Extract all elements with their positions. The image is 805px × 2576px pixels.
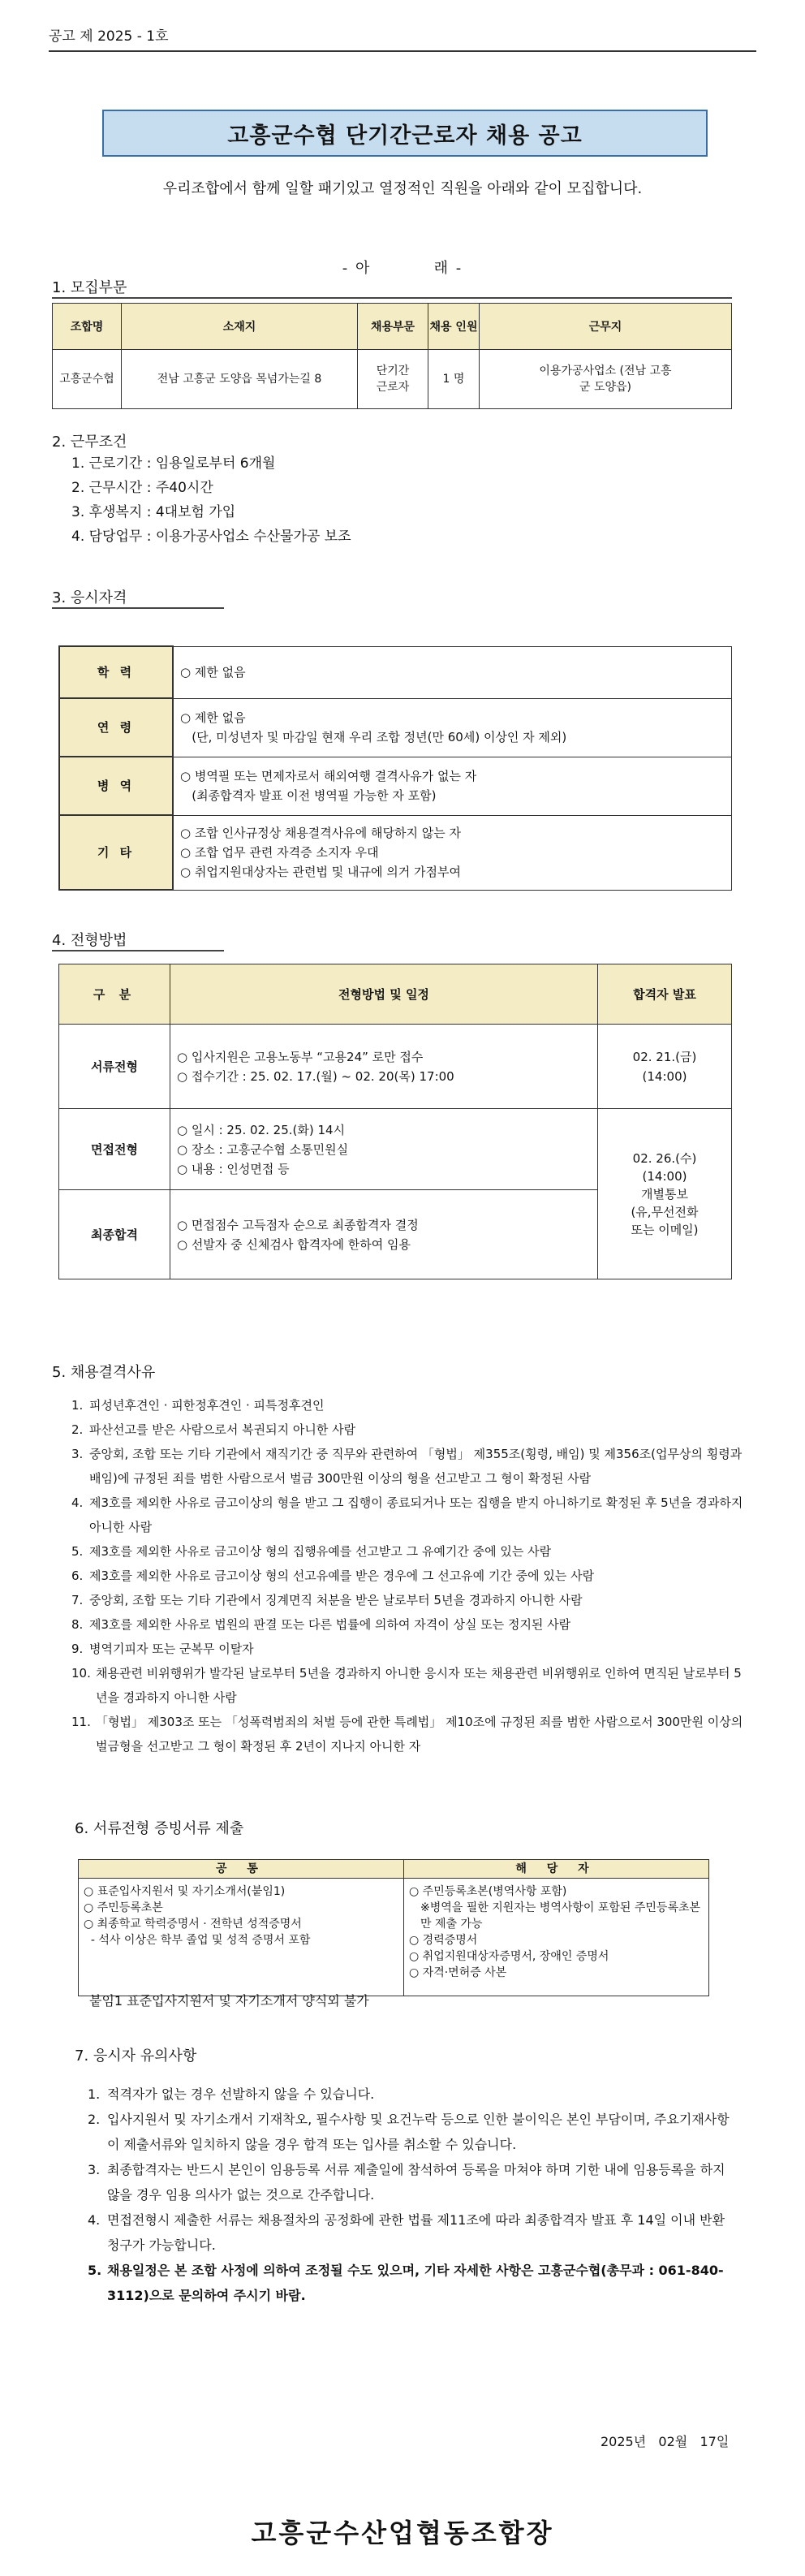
doc-item: - 석사 이상은 학부 졸업 및 성적 증명서 포함	[84, 1934, 311, 1947]
disqualification-item: 8. 제3호를 제외한 사유로 법원의 판결 또는 다른 법률에 의하여 자격이 상실 또는 정지된 사람	[71, 1617, 571, 1632]
doc-item: ○ 취업지원대상자증명서, 장애인 증명서	[409, 1950, 609, 1963]
qual-line: ○ 병역필 또는 면제자로서 해외여행 결격사유가 없는 자	[180, 769, 477, 783]
work-condition-item: 2. 근무시간 : 주40시간	[71, 480, 213, 496]
note-item: 4. 면접전형시 제출한 서류는 채용절차의 공정화에 관한 법률 제11조에 따라 최종합격자 발표 후 14일 이내 반환 청구가 가능합니다.	[88, 2212, 725, 2253]
result-line: (유,무선전화	[631, 1204, 699, 1219]
documents-table	[78, 1859, 709, 1996]
disqualification-item: 7. 중앙회, 조합 또는 기타 기관에서 징계면직 처분을 받은 날로부터 5년을 경과하지 아니한 사람	[71, 1593, 583, 1607]
section3-heading: 3. 응시자격	[52, 589, 127, 606]
qual-label-other: 기 타	[59, 815, 173, 890]
disqualification-item: 6. 제3호를 제외한 사유로 금고이상 형의 선고유예를 받은 경우에 그 선고유예 기간 중에 있는 사람	[71, 1568, 595, 1583]
qual-line: ○ 제한 없음	[180, 710, 246, 725]
qual-label-education: 학 력	[59, 646, 173, 698]
header-union: 조합명	[53, 304, 122, 350]
sel-line: ○ 접수기간 : 25. 02. 17.(월) ~ 02. 20(목) 17:00	[177, 1068, 454, 1084]
work-conditions-list	[71, 451, 351, 549]
sel-header-stage: 구 분	[59, 964, 170, 1025]
sel-method-final	[170, 1190, 598, 1279]
result-line: 02. 26.(수)	[632, 1150, 697, 1166]
docs-common-list	[79, 1879, 404, 1996]
sel-result-interview	[598, 1109, 732, 1279]
qualification-table	[58, 645, 732, 891]
sel-header-method: 전형방법 및 일정	[170, 964, 598, 1025]
qual-label-military: 병 역	[59, 757, 173, 815]
qual-content-other	[173, 815, 732, 890]
sel-line: ○ 내용 : 인성면접 등	[177, 1161, 290, 1176]
header-count: 채용 인원	[428, 304, 480, 350]
sel-line: ○ 선발자 중 신체검사 합격자에 한하여 임용	[177, 1236, 411, 1252]
disqualification-item: 4. 제3호를 제외한 사유로 금고이상의 형을 받고 그 집행이 종료되거나 또는 집행을 받지 아니하기로 확정된 후 5년을 경과하지 아니한 사람	[71, 1495, 743, 1534]
cell-workplace: 이용가공사업소 (전남 고흥군 도양읍)	[480, 350, 732, 409]
doc-item: ○ 최종학교 학력증명서 · 전학년 성적증명서	[84, 1918, 302, 1931]
sel-line: ○ 장소 : 고흥군수협 소통민원실	[177, 1141, 349, 1157]
work-condition-item: 4. 담당업무 : 이용가공사업소 수산물가공 보조	[71, 529, 351, 545]
work-condition-item: 3. 후생복지 : 4대보험 가입	[71, 504, 236, 520]
disqualification-item: 11. 「형법」 제303조 또는 「성폭력범죄의 처벌 등에 관한 특례법」 제10조에 규정된 죄를 범한 사람으로서 300만원 이상의 벌금형을 선고받고 그 형이 확정된 후 2년이 지나지 아니한 자	[71, 1715, 743, 1754]
qual-content-education	[173, 646, 732, 698]
recruitment-table	[52, 303, 732, 409]
disqualification-item: 1. 피성년후견인 · 피한정후견인 · 피특정후견인	[71, 1398, 325, 1413]
ahrae-heading: - 아 래 -	[342, 260, 463, 277]
qual-content-age	[173, 698, 732, 757]
qual-line: ○ 제한 없음	[180, 665, 246, 680]
disqualification-item: 5. 제3호를 제외한 사유로 금고이상 형의 집행유예를 선고받고 그 유예기간 중에 있는 사람	[71, 1544, 552, 1559]
header-job-type: 채용부문	[358, 304, 428, 350]
qual-line: ○ 조합 업무 관련 자격증 소지자 우대	[180, 845, 379, 860]
disqualification-item: 3. 중앙회, 조합 또는 기타 기관에서 재직기간 중 직무와 관련하여 「형법」 제355조(횡령, 배임) 및 제356조(업무상의 횡령과 배임)에 규정된 죄를 범한 사람으로서 벌금 300만원 이상의 형을 선고받고 그 형이 확정된 사람	[71, 1447, 743, 1486]
sel-stage-document: 서류전형	[59, 1025, 170, 1109]
note-item: 2. 입사지원서 및 자기소개서 기재착오, 필수사항 및 요건누락 등으로 인한 불이익은 본인 부담이며, 주요기재사항이 제출서류와 일치하지 않을 경우 합격 또는 입사를 취소할 수 있습니다.	[88, 2112, 730, 2152]
result-line: 또는 이메일)	[631, 1222, 699, 1237]
section4-heading: 4. 전형방법	[52, 932, 127, 949]
cell-count: 1 명	[428, 350, 480, 409]
disqualification-item: 2. 파산선고를 받은 사람으로서 복권되지 아니한 사람	[71, 1422, 356, 1437]
qual-line: ○ 취업지원대상자는 관련법 및 내규에 의거 가점부여	[180, 865, 461, 879]
disqualification-list	[71, 1393, 745, 1758]
sel-line: ○ 일시 : 25. 02. 25.(화) 14시	[177, 1122, 346, 1137]
qual-content-military	[173, 757, 732, 815]
section6-heading: 6. 서류전형 증빙서류 제출	[75, 1820, 244, 1837]
notes-list	[88, 2082, 737, 2308]
doc-item: ○ 경력증명서	[409, 1934, 478, 1947]
cell-job-type: 단기간 근로자	[358, 350, 428, 409]
doc-item: ○ 주민등록초본	[84, 1901, 163, 1914]
sel-stage-final: 최종합격	[59, 1190, 170, 1279]
notice-title: 고흥군수협 단기간근로자 채용 공고	[102, 110, 708, 157]
intro-text: 우리조합에서 함께 일할 패기있고 열정적인 직원을 아래와 같이 모집합니다.	[162, 180, 643, 197]
sel-stage-interview: 면접전형	[59, 1109, 170, 1190]
section2-heading: 2. 근무조건	[52, 434, 127, 451]
disqualification-item: 9. 병역기피자 또는 군복무 이탈자	[71, 1642, 254, 1656]
section5-heading: 5. 채용결격사유	[52, 1364, 156, 1381]
section1-divider	[52, 297, 732, 299]
note-item: 3. 최종합격자는 반드시 본인이 임용등록 서류 제출일에 참석하여 등록을 마쳐야 하며 기한 내에 임용등록을 하지 않을 경우 임용 의사가 없는 것으로 간주합니다.	[88, 2162, 725, 2203]
sel-method-interview	[170, 1109, 598, 1190]
note-item: 5. 채용일정은 본 조합 사정에 의하여 조정될 수도 있으며, 기타 자세한 사항은 고흥군수협(총무과 : 061-840-3112)으로 문의하여 주시기 바람.	[88, 2263, 724, 2303]
header-workplace: 근무지	[480, 304, 732, 350]
doc-item: ※병역을 필한 지원자는 병역사항이 포함된 주민등록초본만 제출 가능	[420, 1901, 701, 1931]
result-line: (14:00)	[642, 1168, 687, 1184]
qual-line: (최종합격자 발표 이전 병역필 가능한 자 포함)	[180, 788, 437, 803]
qual-label-age: 연 령	[59, 698, 173, 757]
qual-line: (단, 미성년자 및 마감일 현재 우리 조합 정년(만 60세) 이상인 자 제외)	[180, 730, 567, 744]
result-line: 개별통보	[641, 1186, 688, 1202]
attachment-note: 붙임1 표준입사지원서 및 자기소개서 양식외 불가	[89, 1993, 369, 2009]
result-line: 02. 21.(금)	[632, 1049, 697, 1064]
notice-date: 2025년 02월 17일	[601, 2434, 730, 2449]
docs-header-applicable: 해 당 자	[404, 1860, 709, 1879]
docs-applicable-list	[404, 1879, 709, 1996]
section4-divider	[52, 950, 224, 951]
docs-header-common: 공 통	[79, 1860, 404, 1879]
note-item: 1. 적격자가 없는 경우 선발하지 않을 수 있습니다.	[88, 2086, 375, 2102]
disqualification-item: 10. 채용관련 비위행위가 발각된 날로부터 5년을 경과하지 아니한 응시자 또는 채용관련 비위행위로 인하여 면직된 날로부터 5년을 경과하지 아니한 사람	[71, 1666, 742, 1705]
work-condition-item: 1. 근로기간 : 임용일로부터 6개월	[71, 455, 276, 472]
notice-number: 공고 제 2025 - 1호	[49, 28, 169, 45]
section7-heading: 7. 응시자 유의사항	[75, 2047, 197, 2065]
header-location: 소재지	[122, 304, 358, 350]
doc-item: ○ 자격·면허증 사본	[409, 1966, 507, 1979]
section1-heading: 1. 모집부문	[52, 279, 127, 296]
section3-divider	[52, 607, 224, 609]
sel-method-document	[170, 1025, 598, 1109]
qual-line: ○ 조합 인사규정상 채용결격사유에 해당하지 않는 자	[180, 826, 461, 840]
cell-location: 전남 고흥군 도양읍 목넘가는길 8	[122, 350, 358, 409]
top-divider	[49, 50, 756, 52]
sel-line: ○ 입사지원은 고용노동부 “고용24” 로만 접수	[177, 1049, 424, 1064]
organization-name: 고흥군수산업협동조합장	[251, 2518, 554, 2548]
doc-item: ○ 표준입사지원서 및 자기소개서(붙임1)	[84, 1885, 286, 1898]
doc-item: ○ 주민등록초본(병역사항 포함)	[409, 1885, 567, 1898]
sel-result-document	[598, 1025, 732, 1109]
sel-line: ○ 면접점수 고득점자 순으로 최종합격자 결정	[177, 1217, 419, 1232]
result-line: (14:00)	[642, 1068, 687, 1084]
selection-table	[58, 964, 732, 1279]
sel-header-result: 합격자 발표	[598, 964, 732, 1025]
cell-union: 고흥군수협	[53, 350, 122, 409]
